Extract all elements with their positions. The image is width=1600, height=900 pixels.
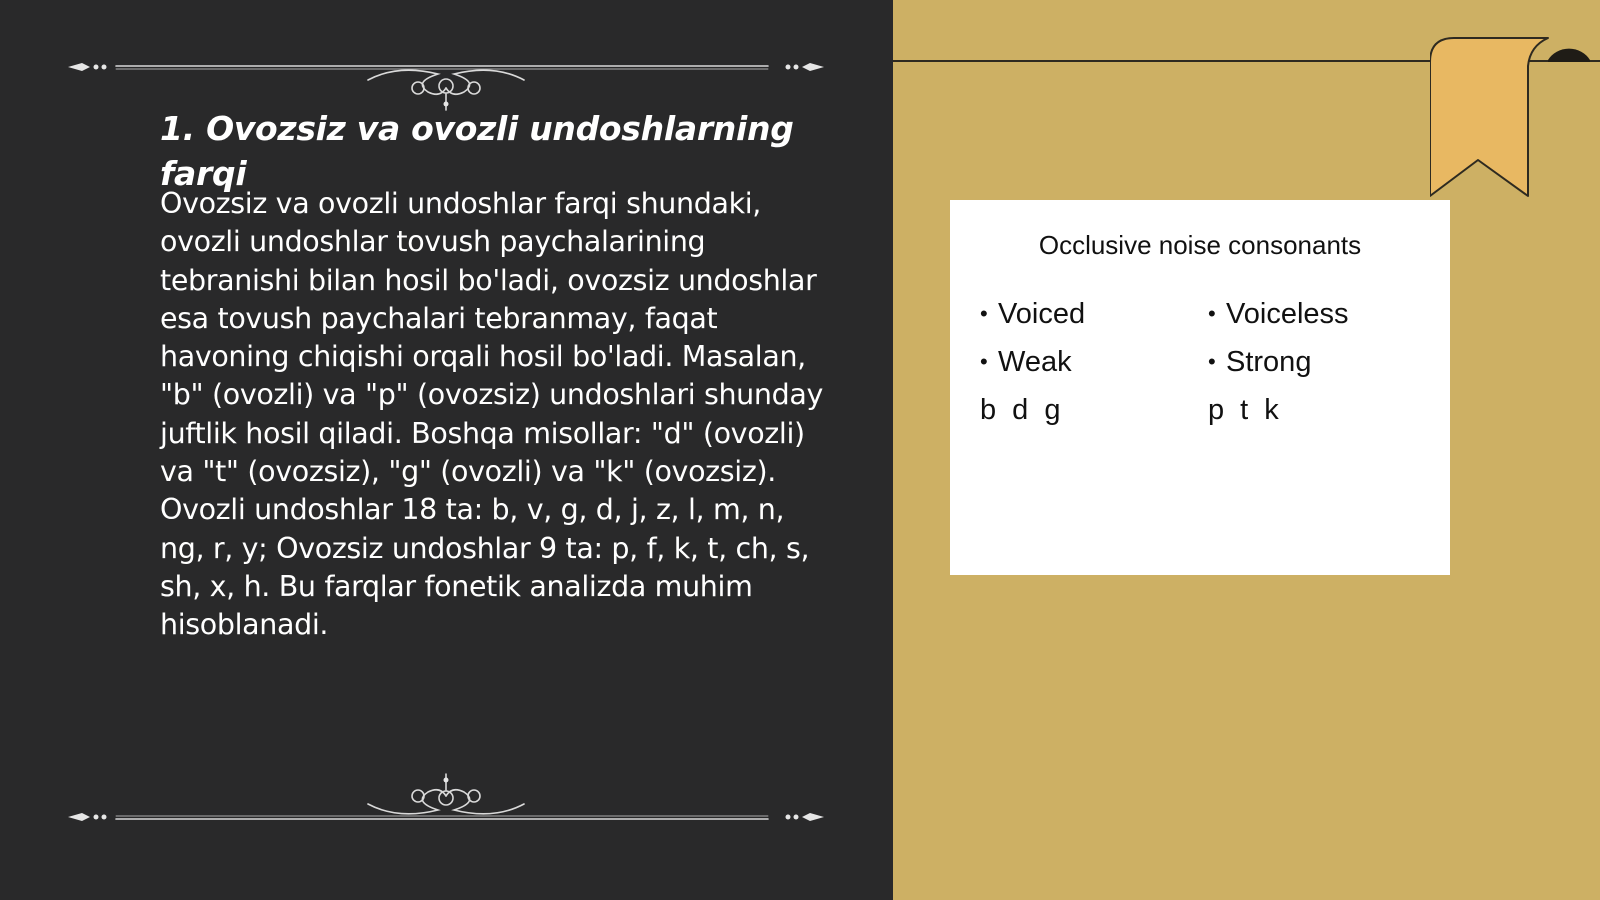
- list-item: [980, 338, 1085, 386]
- consonants-card: [950, 200, 1450, 575]
- list-item-label: Voiceless: [1226, 298, 1349, 330]
- voiced-letters: b d g: [980, 394, 1061, 426]
- bottom-flourish-divider-icon: [68, 772, 824, 832]
- bullet-icon: •: [980, 301, 988, 326]
- card-title: Occlusive noise consonants: [1038, 230, 1362, 260]
- voiceless-letters: p t k: [1208, 394, 1279, 426]
- bookmark-ribbon-icon: [1430, 36, 1590, 206]
- list-item-label: Weak: [998, 346, 1072, 378]
- bullet-icon: •: [1208, 301, 1216, 326]
- list-item: [1208, 338, 1349, 386]
- voiceless-column: [1208, 290, 1349, 434]
- slide-title: 1. Ovozsiz va ovozli undoshlarning farqi: [160, 109, 794, 193]
- bullet-icon: •: [1208, 349, 1216, 374]
- list-item: [1208, 290, 1349, 338]
- bullet-icon: •: [980, 349, 988, 374]
- list-item: [980, 290, 1085, 338]
- voiced-column: [980, 290, 1085, 434]
- top-flourish-divider-icon: [68, 52, 824, 112]
- list-item-label: Voiced: [998, 298, 1086, 330]
- list-item-label: Strong: [1226, 346, 1312, 378]
- slide-body-text: Ovozsiz va ovozli undoshlar farqi shundaki, ovozli undoshlar tovush paychalarining tebranishi bilan hosil bo'ladi, ovozsiz undoshlar esa tovush paychalari tebranmay, faqat havoning chiqishi orqali hosil bo'ladi. Masalan, "b" (ovozli) va "p" (ovozsiz) undoshlari shunday juftlik hosil qiladi. Boshqa misollar: "d" (ovozli) va "t" (ovozsiz), "g" (ovozli) va "k" (ovozsiz). Ovozli undoshlar 18 ta: b, v, g, d, j, z, l, m, n, ng, r, y; Ovozsiz undoshlar 9 ta: p, f, k, t, ch, s, sh, x, h. Bu farqlar fonetik analizda muhim hisoblanadi.: [160, 187, 823, 642]
